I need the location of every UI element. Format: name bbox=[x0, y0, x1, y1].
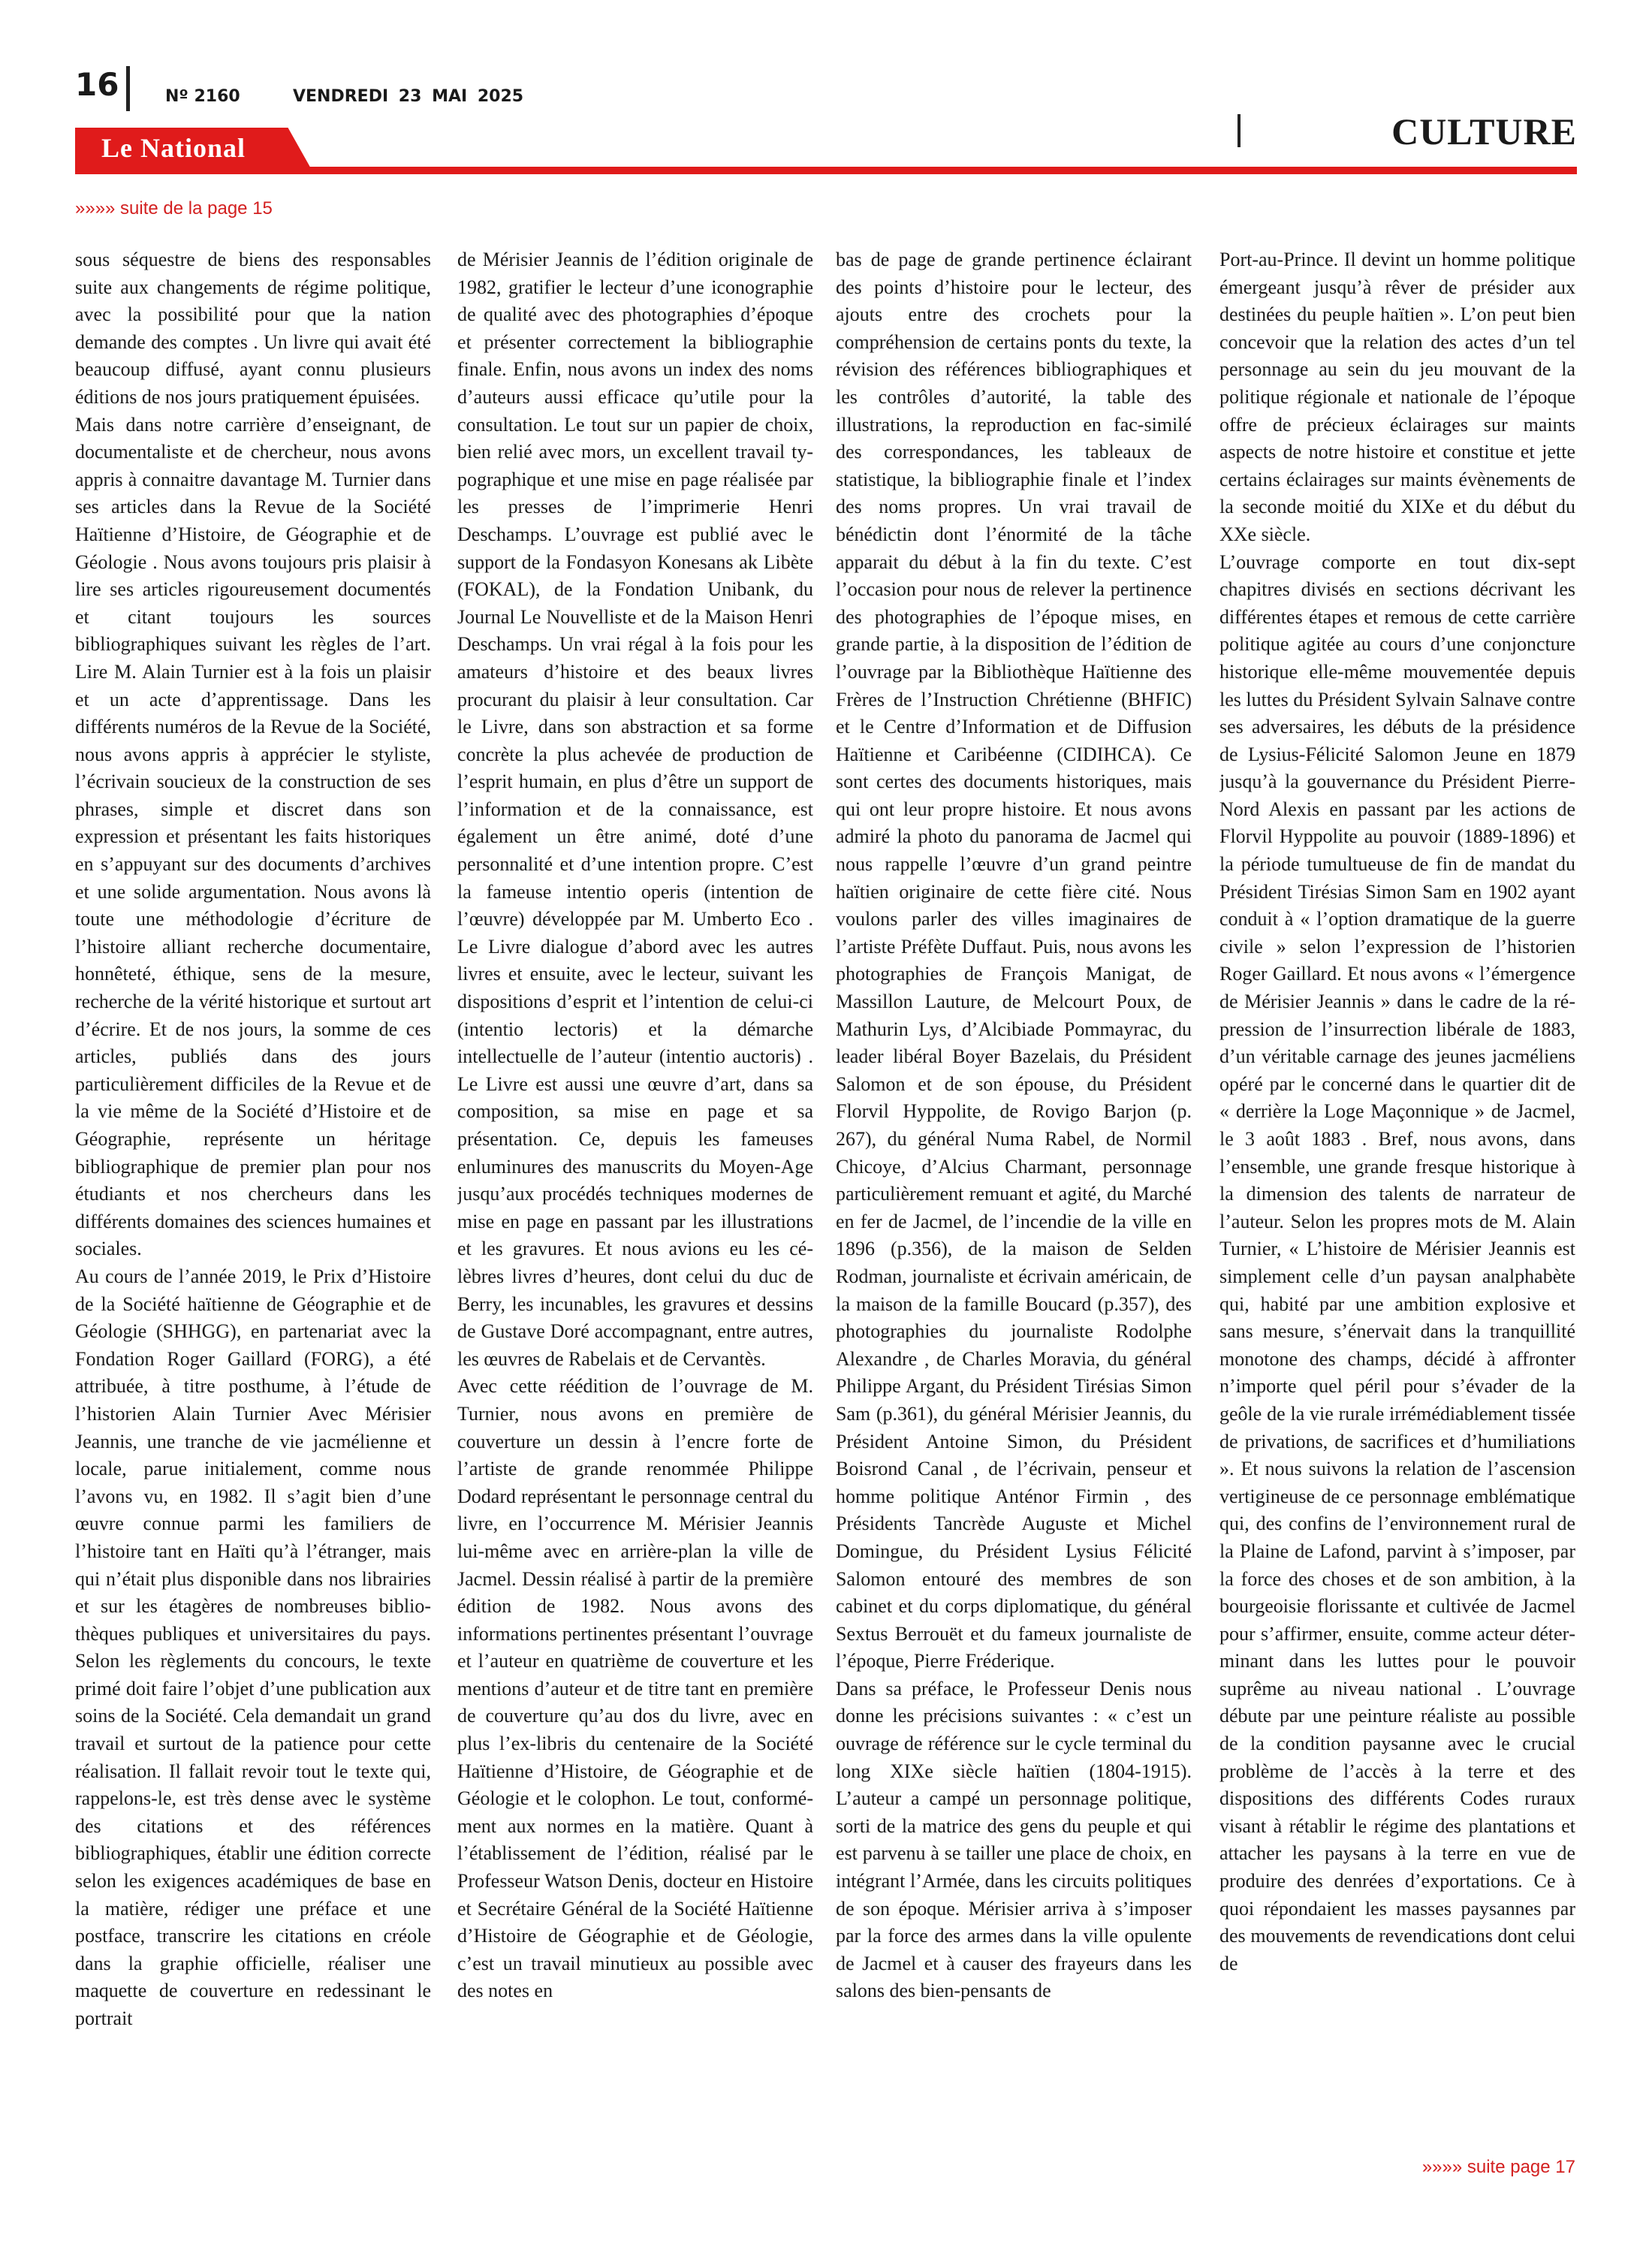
article-column-2 bbox=[457, 246, 813, 2146]
article-column-3 bbox=[836, 246, 1192, 2146]
paragraph: Avec cette réédition de l’ouvrage de M. Turnier, nous avons en première de couverture un dessin à l’encre forte de l’artiste de grande renommée Philippe Dodard représentant le personnage central du livre, en l’occurrence M. Mérisier Jeannis lui-même avec en arrière-plan la ville de Jacmel. Dessin réalisé à partir de la première édition de 1982. Nous avons des informations pertinentes présentant l’ouvrage et l’auteur en quatrième de couverture et les mentions d’auteur et de titre tant en première de couverture qu’au dos du livre, avec en plus l’ex-libris du centenaire de la Société Haïtienne d’Histoire, de Géographie et de Géologie et le colophon. Le tout, conformément aux normes en la matière. Quant à l’établissement de l’édition, réalisé par le Professeur Watson Denis, docteur en Histoire et Secrétaire Général de la Société Haïtienne d’Histoire de Géographie et de Géologie, c’est un travail minutieux au possible avec des notes en bbox=[457, 1375, 813, 2002]
paragraph: Mais dans notre carrière d’enseignant, de documentaliste et de chercheur, nous avons appris à connaitre davantage M. Turnier dans ses articles dans la Revue de la Société Haïtienne d’Histoire, de Géographie et de Géologie . Nous avons toujours pris plaisir à lire ses articles rigoureusement documentés et citant toujours les sources bibliographiques suivant les règles de l’art. Lire M. Alain Turnier est à la fois un plaisir et un acte d’apprentissage. Dans les différents numéros de la Revue de la Société, nous avons appris à apprécier le styliste, l’écrivain soucieux de la construction de ses phrases, simple et discret dans son expression et présentant les faits historiques en s’appuyant sur des documents d’archives et une solide argumentation. Nous avons là toute une méthodologie d’écriture de l’histoire alliant recherche documentaire, honnêteté, éthique, sens de la mesure, recherche de la vérité historique et surtout art d’écrire. Et de nos jours, la somme de ces articles, publiés dans des jours particulièrement difficiles de la Revue et de la vie même de la Société d’Histoire et de Géographie, représente un héritage bibliographique de premier plan pour nos étudiants et nos chercheurs dans les différents domaines des sciences humaines et sociales. bbox=[75, 413, 431, 1260]
paragraph: Port-au-Prince. Il devint un homme politique émergeant jusqu’à rêver de présider aux destinées du peuple haïtien ». L’on peut bien concevoir que la relation des actes d’un tel personnage au sein du jeu mouvant de la politique régionale et nationale de l’époque offre de précieux éclairages sur maints aspects de notre histoire et constitue et jette certains éclairages sur maints évènements de la seconde moitié du XIXe et du début du XXe siècle. bbox=[1219, 249, 1575, 545]
issue-number: Nº 2160 bbox=[165, 87, 240, 106]
paragraph: sous séquestre de biens des responsables suite aux changements de régime politique, avec la possibilité pour que la nation demande des comptes . Un livre qui avait été beaucoup diffusé, ayant connu plusieurs éditions de nos jours pratiquement épuisées. bbox=[75, 249, 431, 408]
page-number: 16 bbox=[75, 66, 119, 103]
header-rule bbox=[75, 167, 1577, 174]
section-divider bbox=[1237, 114, 1241, 147]
article-column-4 bbox=[1219, 246, 1575, 2146]
section-title: CULTURE bbox=[1391, 110, 1577, 152]
issue-date: VENDREDI 23 MAI 2025 bbox=[293, 87, 524, 106]
continued-to-link[interactable]: »»»» suite page 17 bbox=[1421, 2157, 1575, 2177]
continued-from-link[interactable]: »»»» suite de la page 15 bbox=[75, 198, 273, 219]
article-column-1 bbox=[75, 246, 431, 2146]
paragraph: de Mérisier Jeannis de l’édition originale de 1982, gratifier le lecteur d’une iconographie de qualité avec des photographies d’époque et présenter correctement la bibliographie finale. Enfin, nous avons un index des noms d’auteurs aussi efficace qu’utile pour la consultation. Le tout sur un papier de choix, bien relié avec mors, un excellent travail typographique et une mise en page réalisée par les presses de l’imprimerie Henri Deschamps. L’ouvrage est publié avec le support de la Fondasyon Konesans ak Libète (FOKAL), de la Fondation Unibank, du Journal Le Nouvelliste et de la Maison Henri Deschamps. Un vrai régal à la fois pour les amateurs d’histoire et des beaux livres procurant du plaisir à leur consultation. Car le Livre, dans son abstraction et sa forme concrète la plus achevée de production de l’esprit humain, en plus d’être un support de l’information et de la connaissance, est également un être animé, doté d’une personnalité et d’une intention propre. C’est la fameuse intentio operis (intention de l’œuvre) développée par M. Umberto Eco . Le Livre dialogue d’abord avec les autres livres et ensuite, avec le lecteur, suivant les dispositions d’esprit et l’intention de celui-ci (intentio lectoris) et la démarche intellectuelle de l’auteur (intentio auctoris) . Le Livre est aussi une œuvre d’art, dans sa composition, sa mise en page et sa présentation. Ce, depuis les fameuses enluminures des manuscrits du Moyen-Age jusqu’aux procédés techniques modernes de mise en page en passant par les illustrations et les gravures. Et nous avions eu les célèbres livres d’heures, dont celui du duc de Berry, les incunables, les gravures et dessins de Gustave Doré accompagnant, entre autres, les œuvres de Rabelais et de Cervantès. bbox=[457, 249, 813, 1370]
paragraph: Au cours de l’année 2019, le Prix d’Histoire de la Société haïtienne de Géographie et de Géologie (SHHGG), en partenariat avec la Fondation Roger Gaillard (FORG), a été attribuée, à titre posthume, à l’étude de l’historien Alain Turnier Avec Mérisier Jeannis, une tranche de vie jacmélienne et locale, parue initialement, comme nous l’avons vu, en 1982. Il s’agit bien d’une œuvre connue parmi les familiers de l’histoire tant en Haïti qu’à l’étranger, mais qui n’était plus disponible dans nos librairies et sur les étagères de nombreuses bibliothèques publiques et universitaires du pays. Selon les règlements du concours, le texte primé doit faire l’objet d’une publication aux soins de la Société. Cela demandait un grand travail et surtout de la patience pour cette réalisation. Il fallait revoir tout le texte qui, rappelons-le, est très dense avec le système des citations et des références bibliographiques, établir une édition correcte selon les exigences académiques de base en la matière, rédiger une préface et une postface, transcrire les citations en créole dans la graphie officielle, réaliser une maquette de couverture en redessinant le portrait bbox=[75, 1265, 431, 2029]
paragraph: Dans sa préface, le Professeur Denis nous donne les précisions suivantes : « c’est un ouvrage de référence sur le cycle terminal du long XIXe siècle haïtien (1804-1915). L’auteur a campé un personnage politique, sorti de la matrice des gens du peuple et qui est parvenu à se tailler une place de choix, en intégrant l’Armée, dans les circuits politiques de son époque. Mérisier arriva à s’imposer par la force des armes dans la ville opulente de Jacmel et à causer des frayeurs dans les salons des bien-pensants de bbox=[836, 1677, 1192, 2002]
page-number-divider bbox=[126, 66, 130, 111]
paragraph: L’ouvrage comporte en tout dix-sept chapitres divisés en sections décrivant les différentes étapes et remous de cette carrière politique agitée au cours d’une conjoncture historique elle-même mouvementée depuis les luttes du Président Sylvain Salnave contre ses adversaires, les débuts de la présidence de Lysius-Félicité Salomon Jeune en 1879 jusqu’à la gouvernance du Président Pierre-Nord Alexis en passant par les actions de Florvil Hyppolite au pouvoir (1889-1896) et la période tumultueuse de fin de mandat du Président Tirésias Simon Sam en 1902 ayant conduit à « l’option dramatique de la guerre civile » selon l’expression de l’historien Roger Gaillard. Et nous avons « l’émergence de Mérisier Jeannis » dans le cadre de la répression de l’insurrection libérale de 1883, d’un véritable carnage des jeunes jacméliens opéré par le concerné dans le quartier dit de « derrière la Loge Maçonnique » de Jacmel, le 3 août 1883 . Bref, nous avons, dans l’ensemble, une grande fresque historique à la dimension des talents de narrateur de l’auteur. Selon les propres mots de M. Alain Turnier, « L’histoire de Mérisier Jeannis est simplement celle d’un paysan analphabète qui, habité par une ambition explosive et sans mesure, s’énervait dans la tranquillité monotone des champs, décidé à affronter n’importe quel péril pour s’évader de la geôle de la vie rurale irrémédiablement tissée de privations, de sacrifices et d’humiliations ». Et nous suivons la relation de l’ascension vertigineuse de ce personnage emblématique qui, des confins de l’environnement rural de la Plaine de Lafond, parvint à s’imposer, par la force des choses et de son ambition, à la bourgeoisie florissante et cultivée de Jacmel pour s’affirmer, ensuite, comme acteur déterminant dans les luttes pour le pouvoir suprême au niveau national . L’ouvrage débute par une peinture réaliste au possible de la condition paysanne avec le crucial problème de l’accès à la terre et des dispositions des différents Codes ruraux visant à rétablir le régime des plantations et attacher les paysans à la terre en vue de produire des denrées d’exportations. Ce à quoi répondaient les masses paysannes par des mouvements de revendications dont celui de bbox=[1219, 550, 1575, 1974]
paragraph: bas de page de grande pertinence éclairant des points d’histoire pour le lecteur, des ajouts entre des crochets pour la compréhension de certains ponts du texte, la révision des références bibliographiques et les contrôles d’autorité, la table des illustrations, la reproduction en fac-similé des correspondances, les tableaux de statistique, la bibliographie finale et l’index des noms propres. Un vrai travail de bénédictin dont l’énormité de la tâche apparait du début à la fin du texte. C’est l’occasion pour nous de relever la pertinence des photographies de l’époque mises, en grande partie, à la disposition de l’édition de l’ouvrage par la Bibliothèque Haïtienne des Frères de l’Instruction Chrétienne (BHFIC) et le Centre d’Information et de Diffusion Haïtienne et Caribéenne (CIDIHCA). Ce sont certes des documents historiques, mais qui ont leur propre histoire. Et nous avons admiré la photo du panorama de Jacmel qui nous rappelle l’œuvre d’un grand peintre haïtien originaire de cette fière cité. Nous voulons parler des villes imaginaires de l’artiste Préfète Duffaut. Puis, nous avons les photographies de François Manigat, de Massillon Lauture, de Melcourt Poux, de Mathurin Lys, d’Alcibiade Pommayrac, du leader libéral Boyer Bazelais, du Président Salomon et de son épouse, du Président Florvil Hyppolite, de Rovigo Barjon (p. 267), du général Numa Rabel, de Normil Chicoye, d’Alcius Charmant, personnage particulièrement remuant et agité, du Marché en fer de Jacmel, de l’incendie de la ville en 1896 (p.356), de la maison de Selden Rodman, journaliste et écrivain américain, de la maison de la famille Boucard (p.357), des photographies du journaliste Rodolphe Alexandre , de Charles Moravia, du général Philippe Argant, du Président Tirésias Simon Sam (p.361), du général Mérisier Jeannis, du Président Antoine Simon, du Président Boisrond Canal , de l’écrivain, penseur et homme politique Anténor Firmin , des Présidents Tancrède Auguste et Michel Domingue, du Président Lysius Félicité Salomon entouré des membres de son cabinet et du corps diplomatique, du général Sextus Berrouët et du fameux journaliste de l’époque, Pierre Fréderique. bbox=[836, 249, 1192, 1672]
newspaper-logo: Le National bbox=[101, 133, 246, 163]
